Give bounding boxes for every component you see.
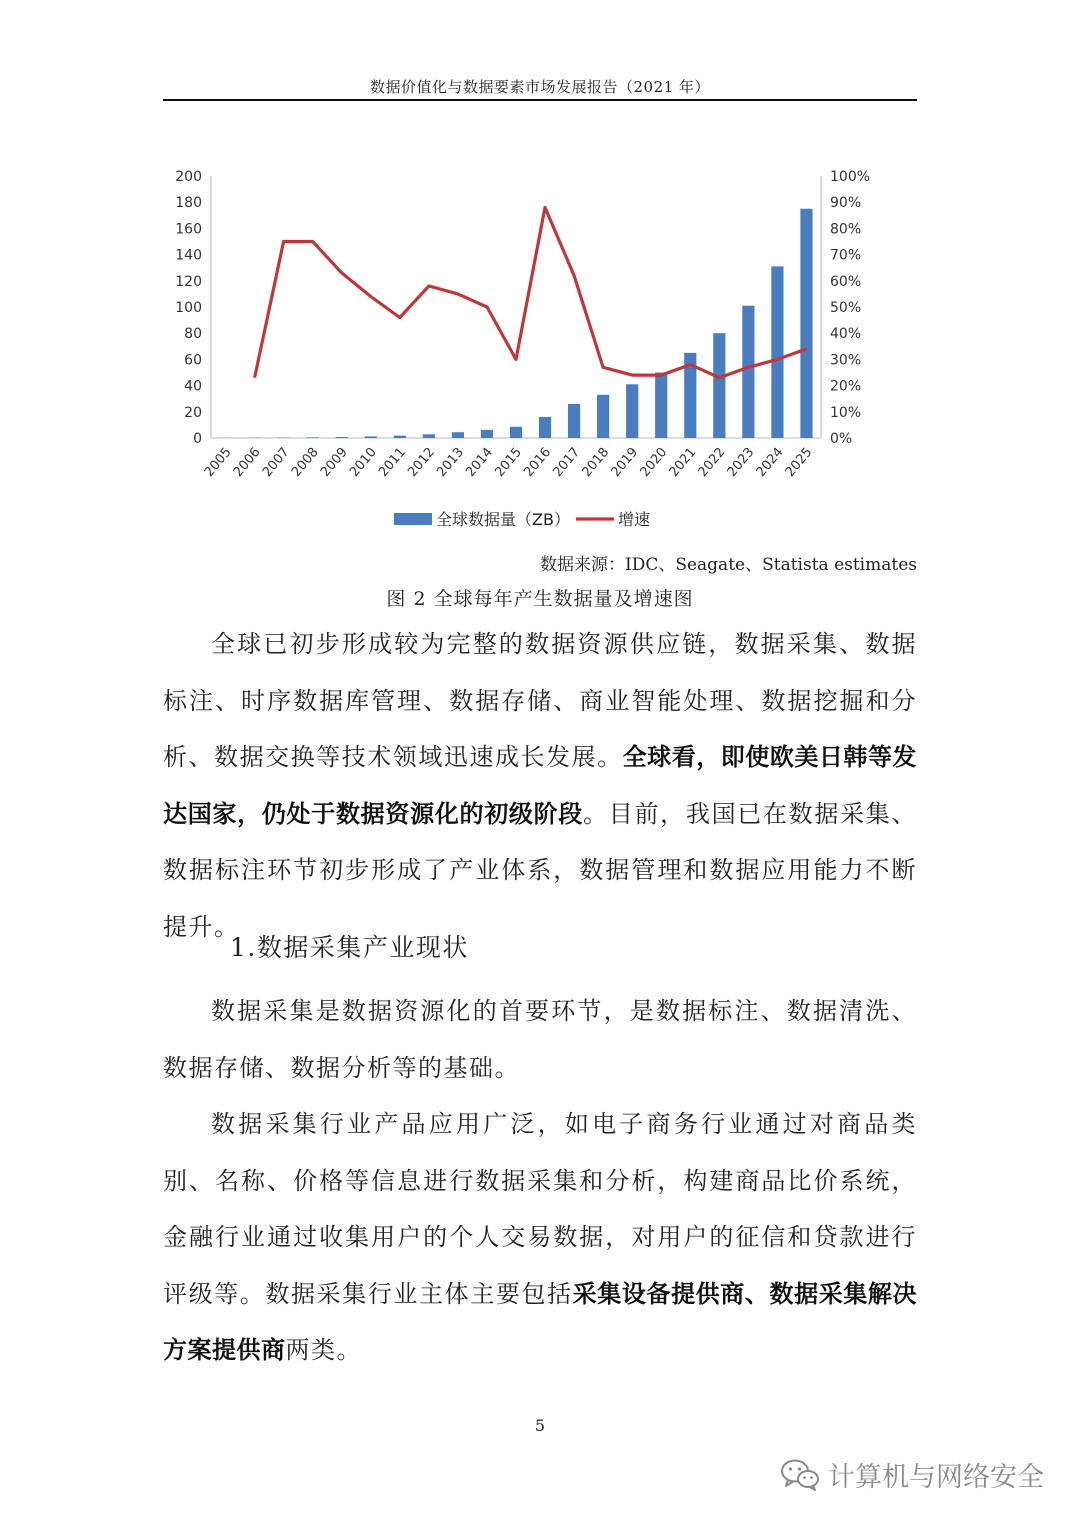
- x-tick-label: 2019: [608, 444, 642, 480]
- legend-label-line: 增速: [618, 510, 651, 529]
- x-tick-label: 2021: [666, 444, 700, 480]
- bar: [510, 427, 522, 438]
- y-tick-label: 200: [175, 169, 202, 185]
- y-tick-label: 40: [184, 378, 202, 395]
- y-tick-label: 0: [193, 431, 202, 447]
- bar: [655, 373, 667, 439]
- bar: [394, 436, 406, 438]
- y2-tick-label: 100%: [830, 169, 871, 185]
- x-tick-label: 2015: [492, 444, 526, 480]
- legend-label-bars: 全球数据量（ZB）: [436, 510, 570, 529]
- x-tick-label: 2009: [318, 444, 351, 480]
- bar: [568, 404, 580, 438]
- y-tick-label: 20: [184, 404, 202, 421]
- paragraph-3: [163, 1096, 917, 1379]
- y-tick-label: 160: [175, 221, 202, 238]
- x-tick-label: 2011: [376, 444, 409, 480]
- data-volume-chart: [163, 160, 917, 540]
- page-number: 5: [534, 1416, 546, 1435]
- chart-source: 数据来源：IDC、Seagate、Statista estimates: [539, 555, 917, 575]
- bar: [481, 430, 493, 438]
- y2-tick-label: 90%: [830, 195, 862, 212]
- bar: [336, 437, 348, 438]
- x-tick-label: 2014: [463, 444, 497, 480]
- x-tick-label: 2013: [434, 444, 467, 480]
- header-rule: [163, 99, 917, 101]
- y-tick-label: 140: [175, 247, 202, 264]
- bar: [626, 384, 638, 438]
- y2-tick-label: 30%: [830, 352, 862, 369]
- y2-tick-label: 20%: [830, 378, 862, 395]
- paragraph-3-text-a: 数据采集行业产品应用广泛，如电子商务行业通过对商品类别、名称、价格等信息进行数据采集和分析，构建商品比价系统，金融行业通过收集用户的个人交易数据，对用户的征信和贷款进行评级等。数据采集行业主体主要包括: [163, 1110, 917, 1308]
- x-tick-label: 2022: [695, 444, 729, 480]
- paragraph-1-bold: 全球看，即使欧美日韩等发达国家，仍处于数据资源化的初级阶段: [163, 743, 918, 828]
- paragraph-2: 数据采集是数据资源化的首要环节，是数据标注、数据清洗、数据存储、数据分析等的基础。: [163, 997, 917, 1082]
- paragraph-3-bold: 采集设备提供商、数据采集解决方案提供商: [163, 1279, 918, 1364]
- y2-tick-label: 70%: [830, 247, 862, 264]
- y-tick-label: 120: [175, 273, 202, 290]
- bar: [423, 434, 435, 438]
- bar: [597, 395, 609, 438]
- bar: [365, 436, 377, 438]
- wechat-icon: [780, 1458, 820, 1492]
- x-tick-label: 2018: [579, 444, 613, 480]
- bar: [713, 333, 725, 438]
- y2-tick-label: 0%: [830, 431, 853, 447]
- x-tick-label: 2005: [201, 444, 235, 480]
- bar: [771, 266, 783, 438]
- bar: [307, 437, 319, 438]
- y-tick-label: 180: [175, 195, 202, 212]
- y2-tick-label: 80%: [830, 221, 862, 238]
- x-tick-label: 2012: [405, 444, 438, 480]
- y2-tick-label: 10%: [830, 404, 862, 421]
- bar: [800, 209, 812, 438]
- x-tick-label: 2017: [550, 444, 584, 480]
- paragraph-1-text-a: 全球已初步形成较为完整的数据资源供应链，数据采集、数据标注、时序数据库管理、数据存储、商业智能处理、数据挖掘和分析、数据交换等技术领域迅速成长发展。: [163, 630, 917, 771]
- page-header: 数据价值化与数据要素市场发展报告（2021 年）: [370, 78, 710, 96]
- legend-swatch-bars: [394, 513, 432, 525]
- paragraph-1: [163, 616, 917, 955]
- paragraph-1-text-b: 。目前，我国已在数据采集、数据标注环节初步形成了产业体系，数据管理和数据应用能力不断提升。: [163, 799, 918, 941]
- x-tick-label: 2025: [782, 444, 816, 480]
- bar: [742, 306, 754, 438]
- y-tick-label: 60: [184, 352, 202, 369]
- watermark: [780, 1455, 1044, 1494]
- y2-tick-label: 40%: [830, 326, 862, 343]
- x-tick-label: 2024: [753, 444, 787, 480]
- bar: [539, 417, 551, 438]
- y2-tick-label: 50%: [830, 300, 862, 316]
- y-tick-label: 100: [175, 300, 202, 316]
- bar: [452, 432, 464, 438]
- section-title: 1.数据采集产业现状: [230, 933, 469, 962]
- watermark-text: 计算机与网络安全: [828, 1462, 1044, 1493]
- x-tick-label: 2008: [288, 444, 322, 480]
- x-tick-label: 2007: [259, 444, 293, 480]
- x-tick-label: 2006: [230, 444, 264, 480]
- y-tick-label: 80: [184, 326, 202, 343]
- y2-tick-label: 60%: [830, 273, 862, 290]
- figure-caption: 图 2 全球每年产生数据量及增速图: [386, 588, 694, 610]
- paragraph-3-text-b: 两类。: [285, 1336, 362, 1364]
- x-tick-label: 2010: [347, 444, 380, 480]
- x-tick-label: 2016: [521, 444, 555, 480]
- x-tick-label: 2023: [724, 444, 758, 480]
- x-tick-label: 2020: [637, 444, 671, 480]
